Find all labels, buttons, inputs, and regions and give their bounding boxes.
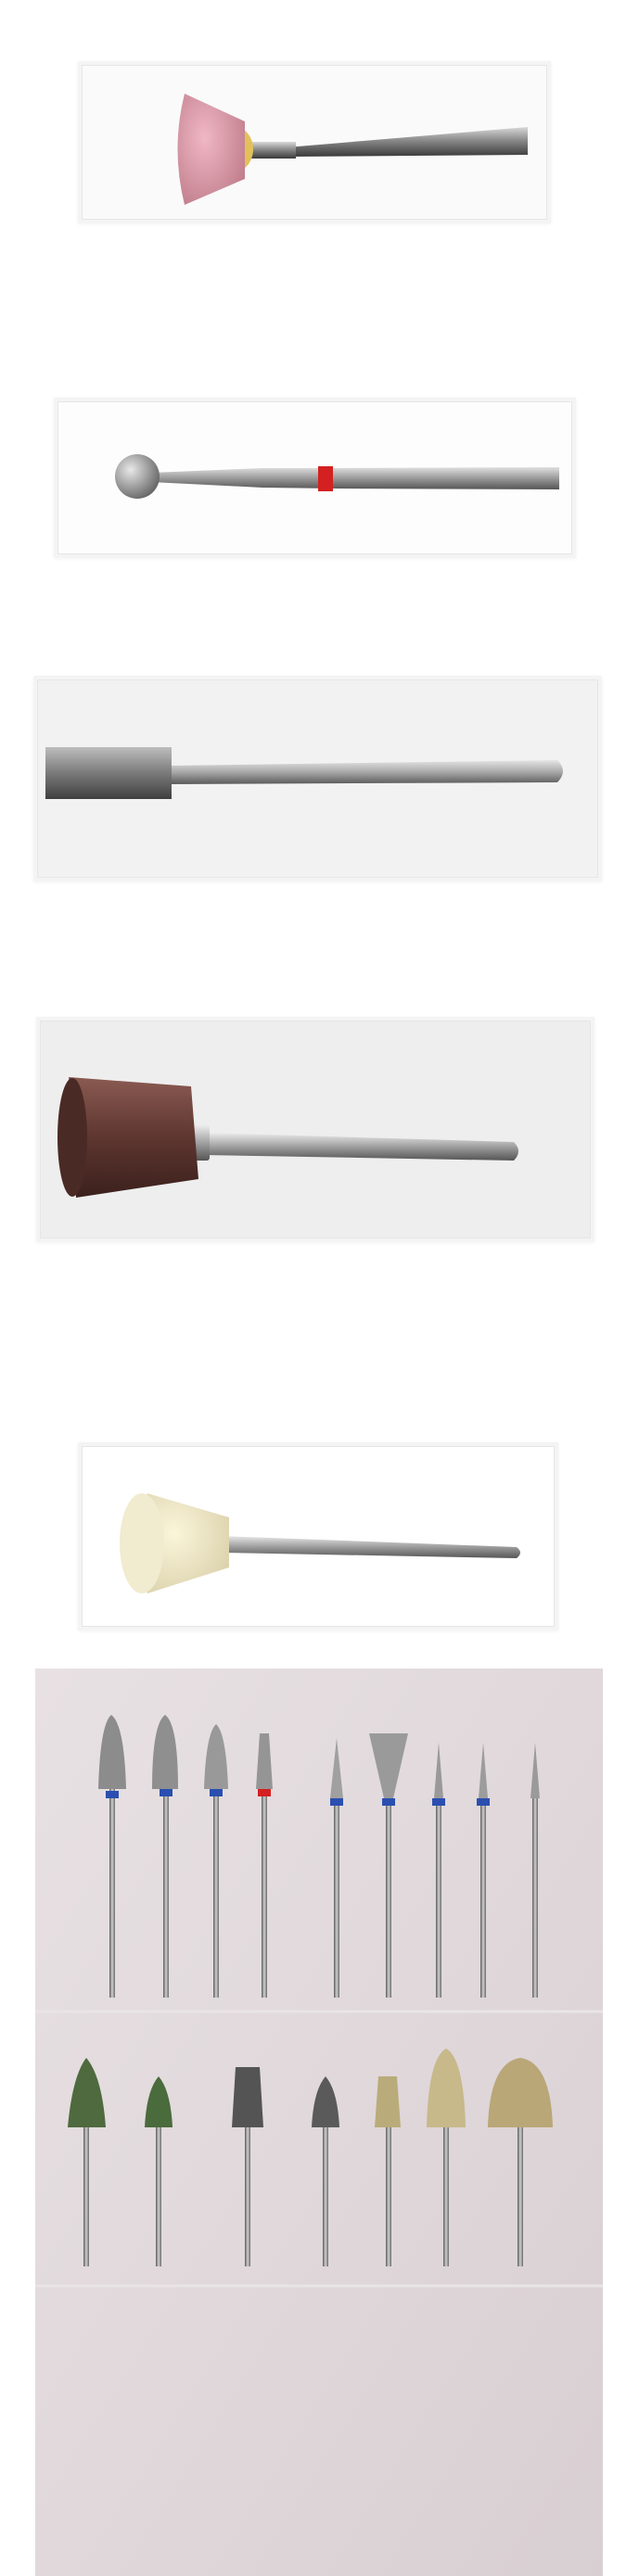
image-ball-bur: [58, 401, 572, 554]
image-polisher-felt: [82, 1446, 555, 1627]
image-drum: [40, 1021, 591, 1238]
image-reverse-cone: [82, 65, 547, 220]
image-cylinder: [37, 679, 598, 878]
photo-bur-collection: [35, 1669, 603, 2576]
